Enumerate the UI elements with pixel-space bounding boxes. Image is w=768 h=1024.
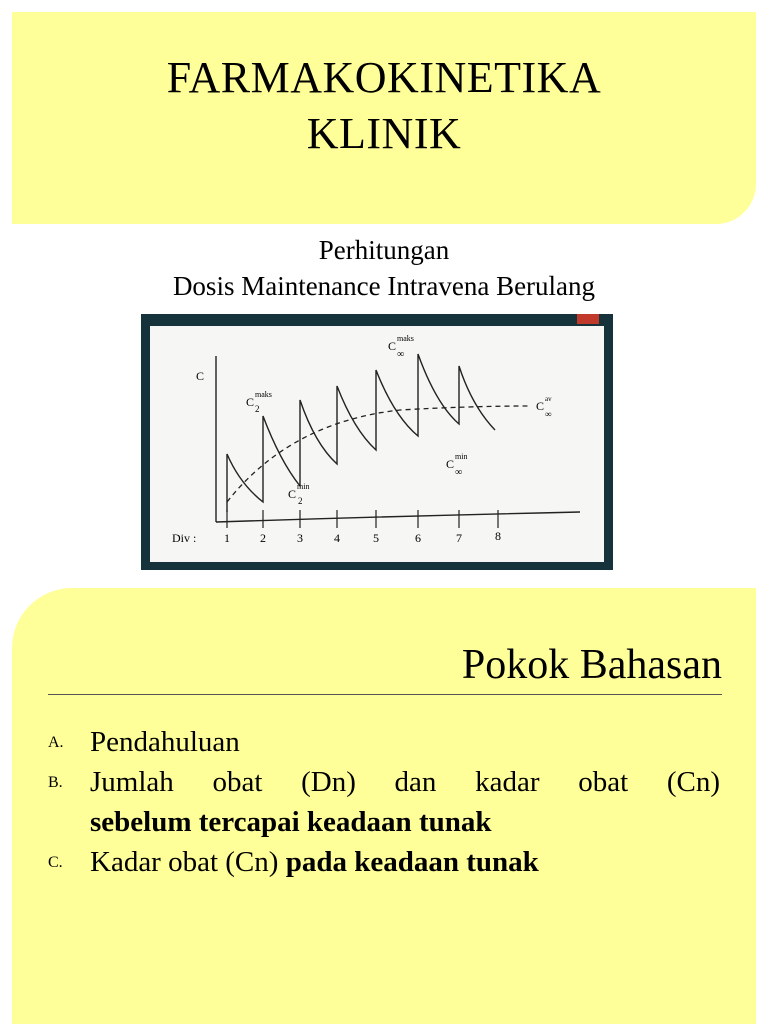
label-c2-max-sub: 2 <box>255 404 260 414</box>
concentration-time-plot <box>150 326 604 562</box>
list-item-text: Kadar obat (Cn) <box>90 846 286 878</box>
concentration-curve <box>227 354 495 512</box>
tick-label-5: 5 <box>373 531 379 545</box>
label-c2-max <box>246 390 272 414</box>
list-item-emphasis: sebelum tercapai keadaan tunak <box>90 806 492 838</box>
list-item-emphasis: pada keadaan tunak <box>285 846 539 878</box>
main-title-line-2: KLINIK <box>306 109 462 158</box>
concentration-figure <box>150 326 604 562</box>
x-ticks <box>227 510 498 528</box>
main-title <box>0 50 768 162</box>
topic-list <box>48 722 720 882</box>
list-item-text: Jumlah obat (Dn) dan kadar obat (Cn) <box>90 766 720 798</box>
section-divider <box>48 694 722 695</box>
label-c2-min <box>288 482 309 506</box>
figure-accent <box>577 314 599 324</box>
tick-label-3: 3 <box>297 531 303 545</box>
list-item <box>48 762 720 842</box>
label-cinf-max <box>388 334 414 360</box>
tick-label-7: 7 <box>456 531 462 545</box>
list-item <box>48 722 720 762</box>
label-c2-min-sub: 2 <box>298 496 303 506</box>
subtitle <box>0 232 768 304</box>
label-c2-max-sup: maks <box>255 390 272 399</box>
label-cinf-avg-sub: ∞ <box>545 409 552 419</box>
list-marker: C. <box>48 854 63 871</box>
list-marker: B. <box>48 774 63 791</box>
label-cinf-max-sup: maks <box>397 334 414 343</box>
x-axis-prefix: Div : <box>172 531 197 545</box>
section-title: Pokok Bahasan <box>461 642 722 688</box>
average-curve <box>227 406 530 502</box>
label-cinf-min-main: C <box>446 457 455 471</box>
list-item <box>48 842 720 882</box>
label-c2-min-sup: min <box>297 482 310 491</box>
label-cinf-avg-main: C <box>536 399 545 413</box>
tick-labels <box>224 529 501 545</box>
subtitle-line-1: Perhitungan <box>318 235 450 265</box>
tick-label-1: 1 <box>224 531 230 545</box>
subtitle-line-2: Dosis Maintenance Intravena Berulang <box>172 271 596 301</box>
label-c2-max-main: C <box>246 395 255 409</box>
label-cinf-min-sub: ∞ <box>455 467 463 478</box>
tick-label-2: 2 <box>260 531 266 545</box>
tick-label-4: 4 <box>334 531 340 545</box>
label-cinf-max-sub: ∞ <box>397 349 405 360</box>
label-cinf-avg <box>536 395 552 419</box>
label-c2-min-main: C <box>288 487 297 501</box>
figure-frame <box>141 314 613 570</box>
list-marker: A. <box>48 734 64 751</box>
label-cinf-min <box>446 452 467 478</box>
label-cinf-max-main: C <box>388 339 397 353</box>
label-cinf-min-sup: min <box>455 452 468 461</box>
tick-label-8: 8 <box>495 529 501 543</box>
list-item-text: Pendahuluan <box>90 726 240 758</box>
main-title-line-1: FARMAKOKINETIKA <box>166 53 602 102</box>
x-axis <box>216 512 580 522</box>
tick-label-6: 6 <box>415 531 421 545</box>
label-cinf-avg-sup: av <box>545 395 552 403</box>
y-axis-label: C <box>196 369 205 383</box>
